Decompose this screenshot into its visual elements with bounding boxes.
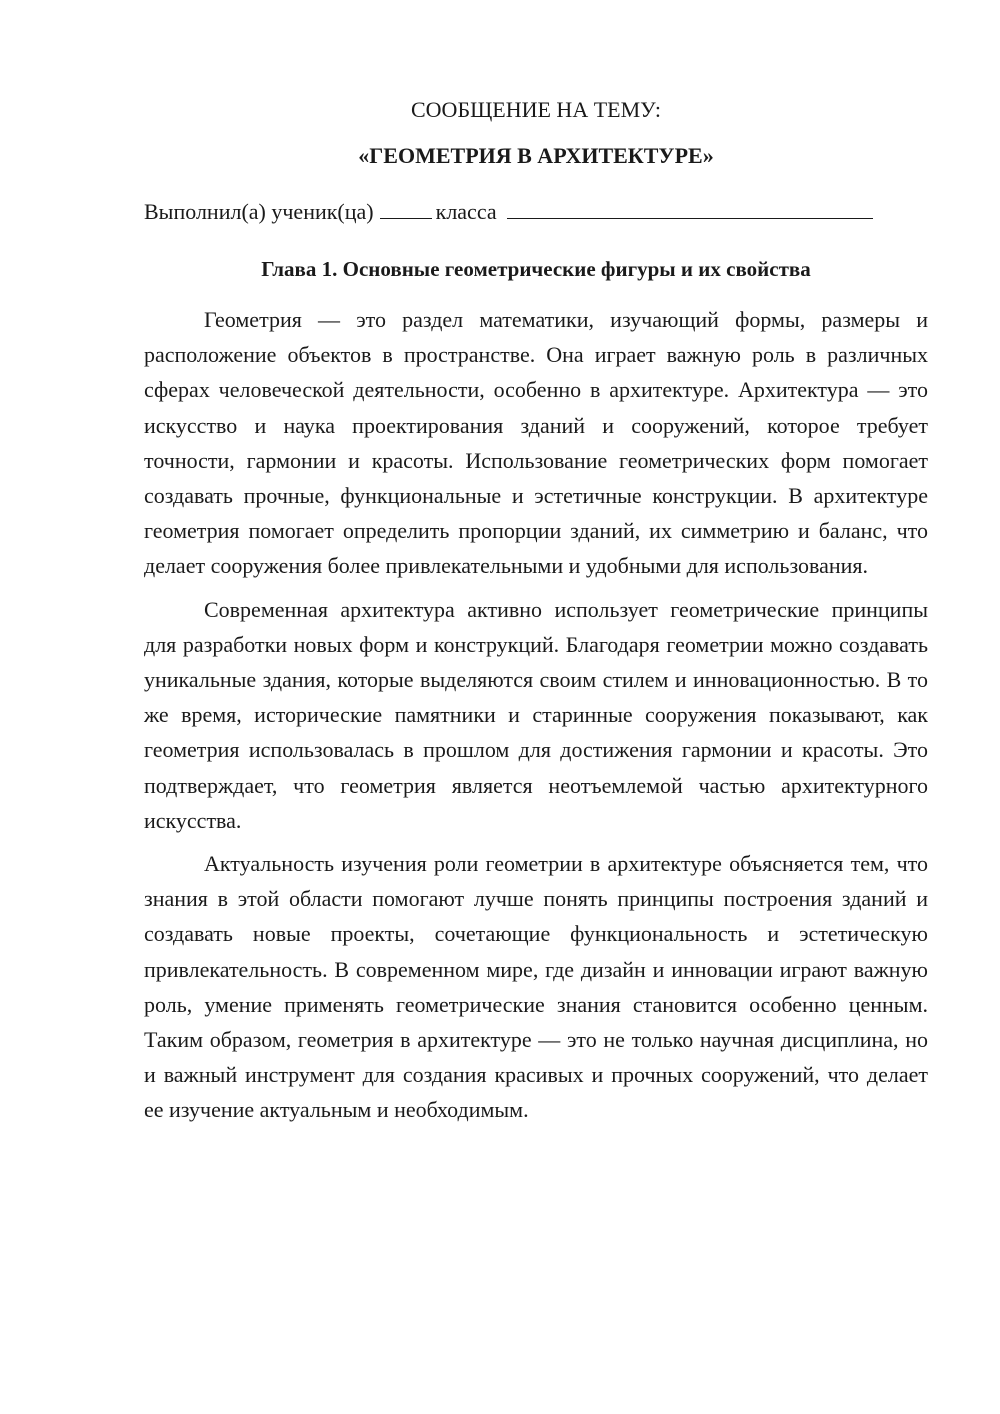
paragraph-2: Современная архитектура активно использует геометрические принципы для разработки новых форм и конструкций. Благодаря геометрии можно создавать уникальные здания, которые выделяются своим стилем и инновационностью. В то же время, исторические памятники и старинные сооружения показывают, как геометрия использовалась в прошлом для достижения гармонии и красоты. Это подтверждает, что геометрия является неотъемлемой частью архитектурного искусства.	[144, 596, 928, 833]
document-title-line-1: СООБЩЕНИЕ НА ТЕМУ:	[411, 97, 661, 122]
chapter-heading: Глава 1. Основные геометрические фигуры и их свойства	[261, 257, 811, 281]
document-title-line-2: «ГЕОМЕТРИЯ В АРХИТЕКТУРЕ»	[358, 143, 714, 168]
author-prefix: Выполнил(а) ученик(ца)	[144, 199, 374, 224]
grade-blank	[380, 198, 432, 219]
class-label: класса	[435, 199, 497, 224]
paragraph-3: Актуальность изучения роли геометрии в архитектуре объясняется тем, что знания в этой области помогают лучше понять принципы построения зданий и создавать новые проекты, сочетающие функциональность и эстетическую привлекательность. В современном мире, где дизайн и инновации играют важную роль, умение применять геометрические знания становится особенно ценным. Таким образом, геометрия в архитектуре — это не только научная дисциплина, но и важный инструмент для создания красивых и прочных сооружений, что делает ее изучение актуальным и необходимым.	[144, 851, 928, 1123]
author-line	[144, 197, 873, 227]
name-blank	[507, 198, 873, 219]
body-text	[144, 302, 928, 1136]
paragraph-1: Геометрия — это раздел математики, изучающий формы, размеры и расположение объектов в пространстве. Она играет важную роль в различных сферах человеческой деятельности, особенно в архитектуре. Архитектура — это искусство и наука проектирования зданий и сооружений, которое требует точности, гармонии и красоты. Использование геометрических форм помогает создавать прочные, функциональные и эстетичные конструкции. В архитектуре геометрия помогает определить пропорции зданий, их симметрию и баланс, что делает сооружения более привлекательными и удобными для использования.	[144, 307, 928, 579]
